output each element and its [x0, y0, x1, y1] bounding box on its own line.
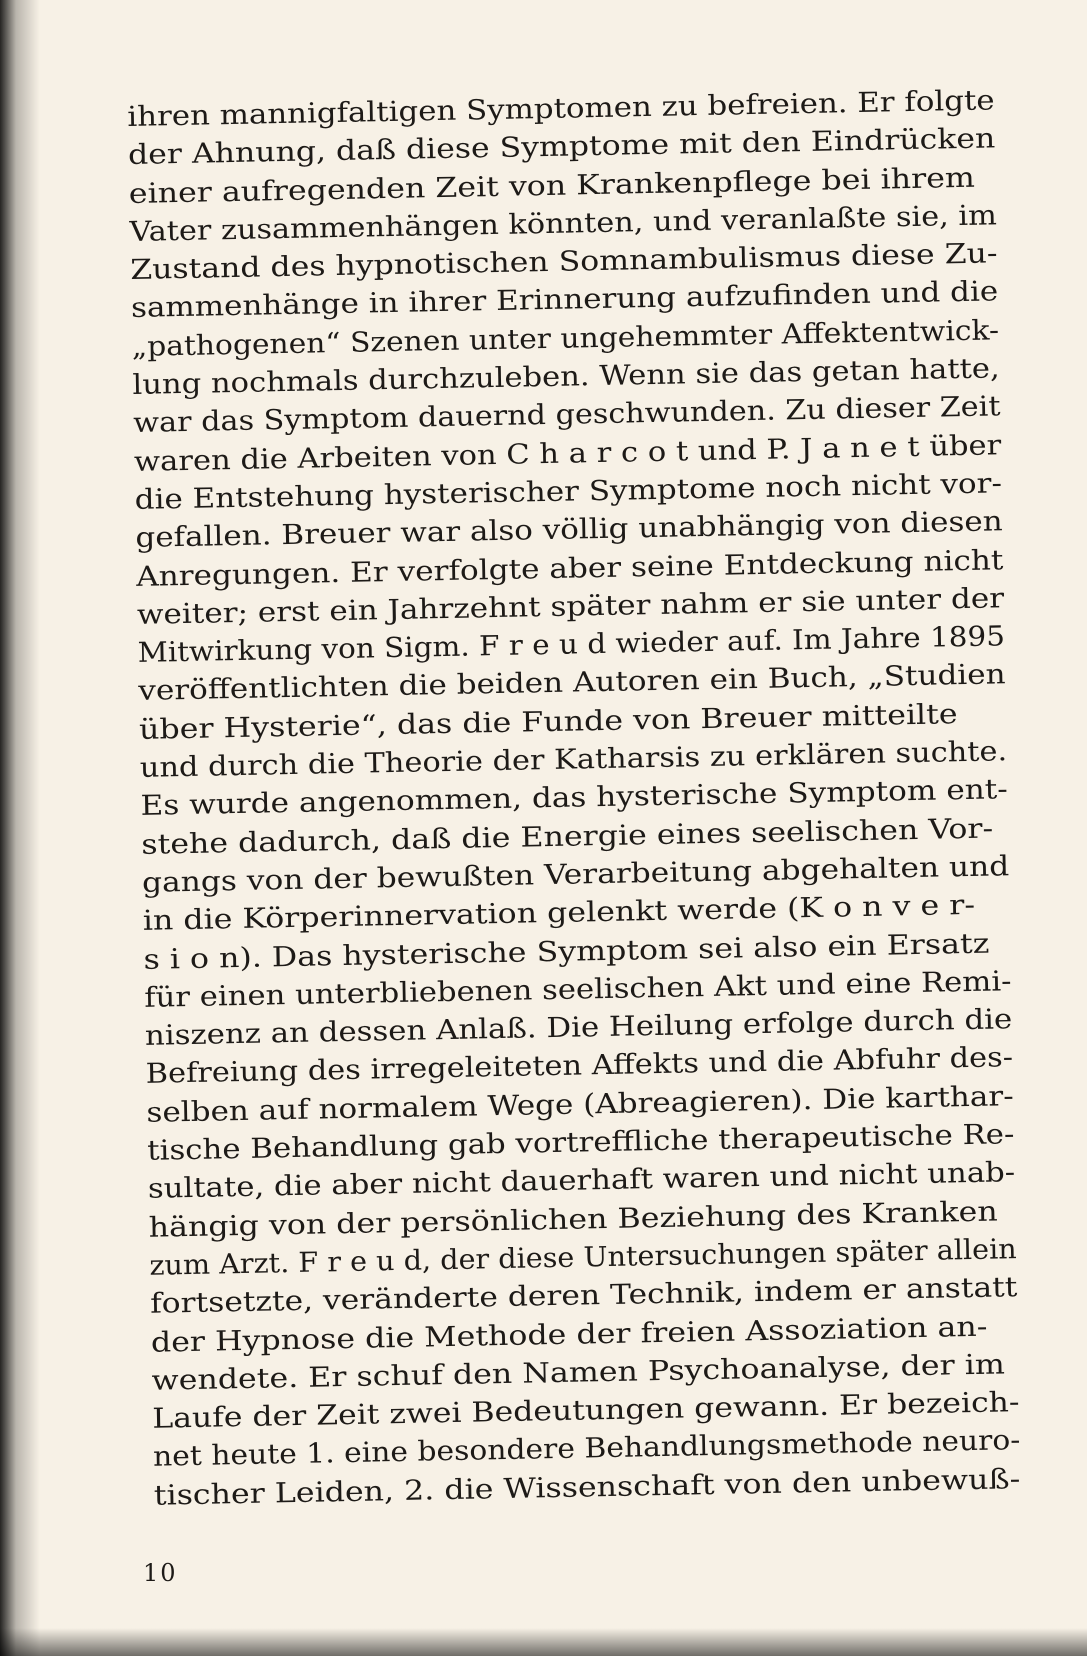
text-line: ihren mannigfaltigen Symptomen zu befreien. Er folgte	[127, 84, 995, 133]
text-line: Laufe der Zeit zwei Bedeutungen gewann. Er bezeich-	[152, 1386, 1020, 1435]
text-line: in die Körperinnervation gelenkt werde (K o n v e r-	[142, 889, 976, 938]
text-line: Befreiung des irregeleiteten Affekts und die Abfuhr des-	[145, 1041, 1014, 1091]
text-line: die Entstehung hysterischer Symptome noch nicht vor-	[134, 467, 1003, 516]
text-line: waren die Arbeiten von C h a r c o t und P. J a n e t über	[133, 428, 1002, 478]
text-line: Mitwirkung von Sigm. F r e u d wieder auf. Im Jahre 1895	[137, 620, 1006, 670]
text-line: sultate, die aber nicht dauerhaft waren und nicht unab-	[147, 1156, 1016, 1206]
text-line: Es wurde angenommen, das hysterische Symptom ent-	[140, 773, 1009, 823]
text-line: tische Behandlung gab vortreffliche therapeutische Re-	[146, 1118, 1015, 1167]
text-line: lung nochmals durchzuleben. Wenn sie das getan hatte,	[132, 352, 1001, 402]
text-line: tischer Leiden, 2. die Wissenschaft von den unbewuß-	[153, 1462, 1021, 1512]
text-line: der Hypnose die Methode der freien Assoziation an-	[150, 1310, 988, 1359]
text-line: hängig von der persönlichen Beziehung des Kranken	[148, 1195, 999, 1244]
text-line: gefallen. Breuer war also völlig unabhängig von diesen	[135, 505, 1003, 555]
text-line: zum Arzt. F r e u d, der diese Untersuchungen später allein	[149, 1233, 1017, 1282]
text-line: wendete. Er schuf den Namen Psychoanalyse, der im	[151, 1348, 1006, 1397]
text-line: einer aufregenden Zeit von Krankenpflege bei ihrem	[128, 161, 976, 210]
text-line: stehe dadurch, daß die Energie eines seelischen Vor-	[141, 812, 994, 861]
body-text	[127, 81, 1022, 1514]
text-line: Zustand des hypnotischen Somnambulismus diese Zu-	[129, 237, 998, 287]
page-number: 10	[143, 1559, 178, 1587]
text-line: niszenz an dessen Anlaß. Die Heilung erfolge durch die	[144, 1003, 1013, 1052]
text-line: veröffentlichten die beiden Autoren ein Buch, „Studien	[138, 658, 1006, 708]
text-line: s i o n). Das hysterische Symptom sei also ein Ersatz	[143, 927, 990, 976]
text-line: der Ahnung, daß diese Symptome mit den Eindrücken	[127, 122, 996, 172]
text-line: net heute 1. eine besondere Behandlungsmethode neuro-	[152, 1424, 1021, 1474]
text-line: Vater zusammenhängen könnten, und veranlaßte sie, im	[129, 199, 998, 248]
text-line: „pathogenen“ Szenen unter ungehemmter Affektentwick-	[131, 314, 1000, 363]
text-line: war das Symptom dauernd geschwunden. Zu dieser Zeit	[132, 390, 1001, 440]
text-line: selben auf normalem Wege (Abreagieren). Die karthar-	[146, 1079, 1014, 1129]
text-line: und durch die Theorie der Katharsis zu erklären suchte.	[139, 735, 1008, 784]
text-line: für einen unterbliebenen seelischen Akt und eine Remi-	[143, 965, 1012, 1014]
text-line: fortsetzte, veränderte deren Technik, indem er anstatt	[149, 1271, 1018, 1320]
text-line: weiter; erst ein Jahrzehnt später nahm er sie unter der	[136, 582, 1005, 631]
text-line: sammenhänge in ihrer Erinnerung aufzufinden und die	[130, 275, 999, 325]
text-line: Anregungen. Er verfolgte aber seine Entdeckung nicht	[135, 543, 1004, 593]
text-line: über Hysterie“, das die Funde von Breuer mitteilte	[138, 697, 958, 746]
page-gutter-shadow	[0, 0, 40, 1656]
page-bottom-shadow	[0, 1628, 1087, 1656]
text-line: gangs von der bewußten Verarbeitung abgehalten und	[141, 850, 1010, 899]
